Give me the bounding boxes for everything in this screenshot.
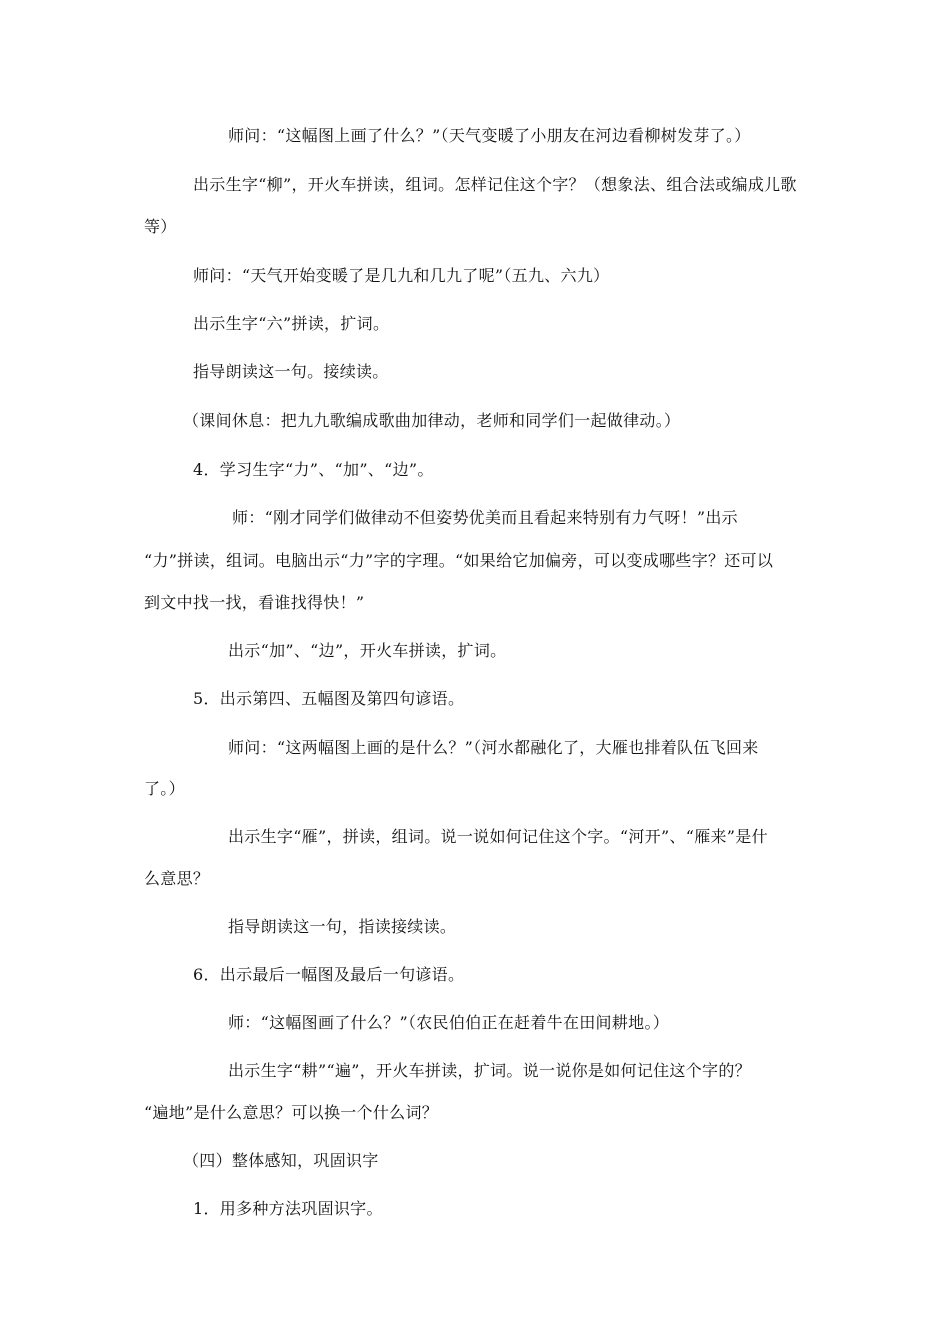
paragraph-step-4-heading: 4．学习生字“力”、“加”、“边”。	[193, 460, 434, 479]
paragraph-guided-reading-2: 指导朗读这一句，指读接续读。	[228, 917, 457, 936]
paragraph-show-geng-bian-cont: “遍地”是什么意思？可以换一个什么词？	[144, 1103, 439, 1122]
paragraph-teacher-question-geese: 师问：“这两幅图上画的是什么？”（河水都融化了，大雁也排着队伍飞回来	[228, 738, 759, 757]
paragraph-teacher-question-geese-cont: 了。）	[144, 779, 185, 798]
paragraph-step-5-heading: 5．出示第四、五幅图及第四句谚语。	[193, 689, 465, 708]
paragraph-show-character-yan-cont: 么意思？	[144, 869, 210, 888]
paragraph-show-character-liu-six: 出示生字“六”拼读，扩词。	[193, 314, 390, 333]
paragraph-show-character-yan: 出示生字“雁”，拼读，组词。说一说如何记住这个字。“河开”、“雁来”是什	[228, 827, 768, 846]
paragraph-teacher-question-willow-picture: 师问：“这幅图上画了什么？”（天气变暖了小朋友在河边看柳树发芽了。）	[228, 126, 751, 145]
paragraph-teacher-rhythm-cont1: “力”拼读，组词。电脑出示“力”字的字理。“如果给它加偏旁，可以变成哪些字？还可以	[144, 551, 774, 570]
paragraph-teacher-question-weather: 师问：“天气开始变暖了是几九和几九了呢”（五九、六九）	[193, 266, 610, 285]
paragraph-show-jia-bian: 出示“加”、“边”，开火车拼读，扩词。	[228, 641, 507, 660]
paragraph-show-character-liu-cont: 等）	[144, 217, 177, 236]
paragraph-teacher-question-farmer: 师：“这幅图画了什么？”（农民伯伯正在赶着牛在田间耕地。）	[228, 1013, 670, 1032]
section-heading-overall-perception: （四）整体感知，巩固识字	[183, 1151, 379, 1170]
paragraph-show-character-liu: 出示生字“柳”，开火车拼读，组词。怎样记住这个字？（想象法、组合法或编成儿歌	[193, 175, 797, 194]
paragraph-teacher-rhythm: 师：“刚才同学们做律动不但姿势优美而且看起来特别有力气呀！”出示	[232, 508, 738, 527]
paragraph-show-geng-bian: 出示生字“耕”“遍”，开火车拼读，扩词。说一说你是如何记住这个字的？	[228, 1061, 751, 1080]
paragraph-class-break: （课间休息：把九九歌编成歌曲加律动，老师和同学们一起做律动。）	[183, 411, 681, 430]
paragraph-guided-reading: 指导朗读这一句。接续读。	[193, 362, 389, 381]
paragraph-teacher-rhythm-cont2: 到文中找一找，看谁找得快！”	[144, 593, 365, 612]
paragraph-step-1-methods: 1．用多种方法巩固识字。	[193, 1199, 383, 1218]
paragraph-step-6-heading: 6．出示最后一幅图及最后一句谚语。	[193, 965, 465, 984]
